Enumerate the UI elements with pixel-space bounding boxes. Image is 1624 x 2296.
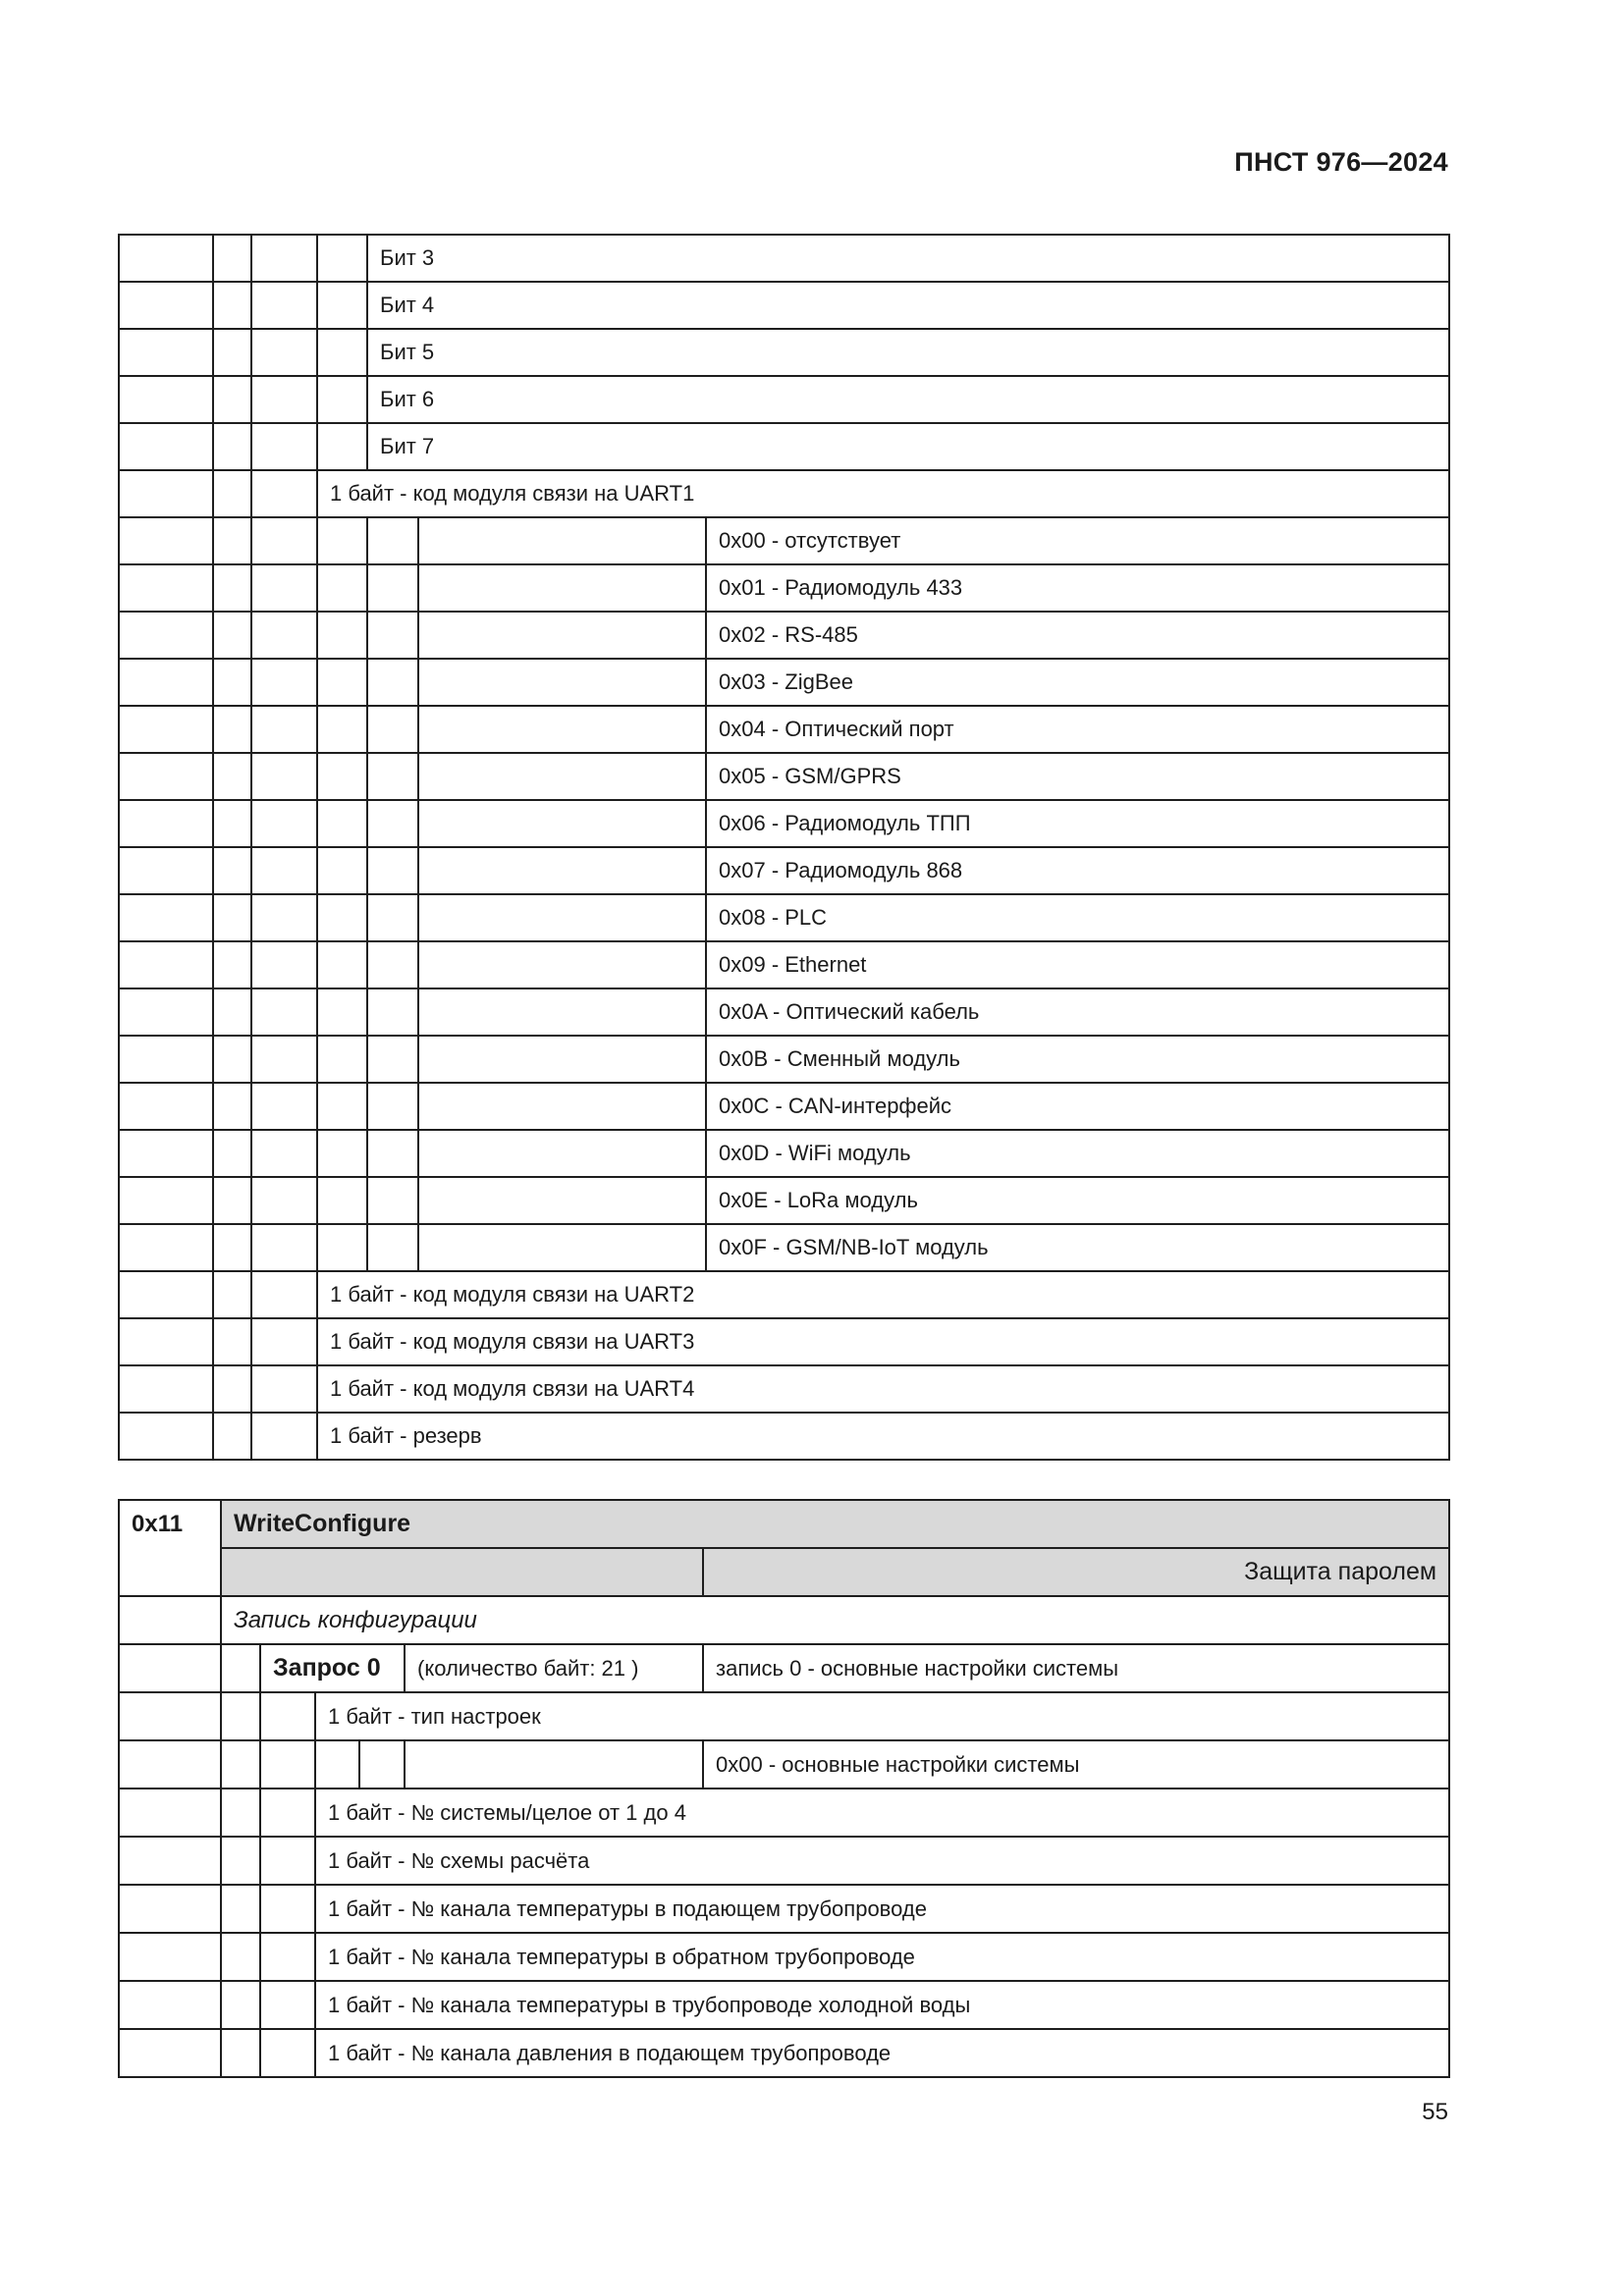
description-row [119, 1596, 1449, 1644]
byte-field: 1 байт - № канала температуры в трубопроводе холодной воды [315, 1981, 1449, 2029]
table-row [119, 612, 1449, 659]
table-row [119, 847, 1449, 894]
table-row [119, 1130, 1449, 1177]
uart-field: 1 байт - код модуля связи на UART1 [317, 470, 1449, 517]
code-value: 0x00 - отсутствует [706, 517, 1449, 564]
table-row [119, 1365, 1449, 1413]
code-value: 0x04 - Оптический порт [706, 706, 1449, 753]
command-code: 0x11 [119, 1500, 221, 1596]
password-protection: Защита паролем [703, 1548, 1449, 1596]
settings-type-field: 1 байт - тип настроек [315, 1692, 1449, 1740]
table-row [119, 941, 1449, 988]
table-row [119, 706, 1449, 753]
code-value: 0x0D - WiFi модуль [706, 1130, 1449, 1177]
table-row [119, 800, 1449, 847]
table-row [119, 564, 1449, 612]
bit-label: Бит 6 [367, 376, 1449, 423]
bit-label: Бит 5 [367, 329, 1449, 376]
code-value: 0x02 - RS-485 [706, 612, 1449, 659]
bit-label: Бит 7 [367, 423, 1449, 470]
protection-row [119, 1548, 1449, 1596]
comm-module-table [118, 234, 1450, 1461]
table-row [119, 1318, 1449, 1365]
table-row [119, 1224, 1449, 1271]
code-value: 0x06 - Радиомодуль ТПП [706, 800, 1449, 847]
code-value: 0x09 - Ethernet [706, 941, 1449, 988]
bit-label: Бит 4 [367, 282, 1449, 329]
code-value: 0x01 - Радиомодуль 433 [706, 564, 1449, 612]
table-row [119, 753, 1449, 800]
uart-field: 1 байт - код модуля связи на UART4 [317, 1365, 1449, 1413]
code-value: 0x03 - ZigBee [706, 659, 1449, 706]
code-value: 0x07 - Радиомодуль 868 [706, 847, 1449, 894]
command-name: WriteConfigure [221, 1500, 1449, 1548]
uart-field: 1 байт - код модуля связи на UART3 [317, 1318, 1449, 1365]
document-code: ПНСТ 976—2024 [1234, 147, 1448, 177]
byte-field: 1 байт - № канала давления в подающем трубопроводе [315, 2029, 1449, 2077]
table-row [119, 1271, 1449, 1318]
table-row [119, 1789, 1449, 1837]
table-row [119, 2029, 1449, 2077]
byte-field: 1 байт - № канала температуры в обратном трубопроводе [315, 1933, 1449, 1981]
table-row [119, 282, 1449, 329]
code-value: 0x0E - LoRa модуль [706, 1177, 1449, 1224]
table-row [119, 517, 1449, 564]
bit-label: Бит 3 [367, 235, 1449, 282]
table-row [119, 470, 1449, 517]
code-value: 0x0A - Оптический кабель [706, 988, 1449, 1036]
code-value: 0x08 - PLC [706, 894, 1449, 941]
table-row [119, 1177, 1449, 1224]
table-row [119, 235, 1449, 282]
table-row [119, 1885, 1449, 1933]
table-row [119, 894, 1449, 941]
code-value: 0x0B - Сменный модуль [706, 1036, 1449, 1083]
code-value: 0x05 - GSM/GPRS [706, 753, 1449, 800]
request-bytes: (количество байт: 21 ) [405, 1644, 703, 1692]
table-row [119, 659, 1449, 706]
table-row [119, 423, 1449, 470]
code-value: 0x0F - GSM/NB-IoT модуль [706, 1224, 1449, 1271]
table-row [119, 329, 1449, 376]
table-row [119, 1740, 1449, 1789]
write-configure-table [118, 1499, 1450, 2078]
table-row [119, 1933, 1449, 1981]
command-header-row [119, 1500, 1449, 1548]
code-value: 0x0C - CAN-интерфейс [706, 1083, 1449, 1130]
table-row [119, 1837, 1449, 1885]
request-record: запись 0 - основные настройки системы [703, 1644, 1449, 1692]
table-row [119, 988, 1449, 1036]
byte-field: 1 байт - № канала температуры в подающем трубопроводе [315, 1885, 1449, 1933]
reserve-field: 1 байт - резерв [317, 1413, 1449, 1460]
byte-field: 1 байт - № системы/целое от 1 до 4 [315, 1789, 1449, 1837]
uart-field: 1 байт - код модуля связи на UART2 [317, 1271, 1449, 1318]
table-row [119, 1692, 1449, 1740]
table-row [119, 376, 1449, 423]
table-row [119, 1981, 1449, 2029]
settings-code-value: 0x00 - основные настройки системы [703, 1740, 1449, 1789]
request-label: Запрос 0 [260, 1644, 405, 1692]
table-row [119, 1083, 1449, 1130]
table-row [119, 1413, 1449, 1460]
table-row [119, 1036, 1449, 1083]
command-description: Запись конфигурации [221, 1596, 1449, 1644]
byte-field: 1 байт - № схемы расчёта [315, 1837, 1449, 1885]
page-number: 55 [1422, 2099, 1448, 2125]
request-row [119, 1644, 1449, 1692]
